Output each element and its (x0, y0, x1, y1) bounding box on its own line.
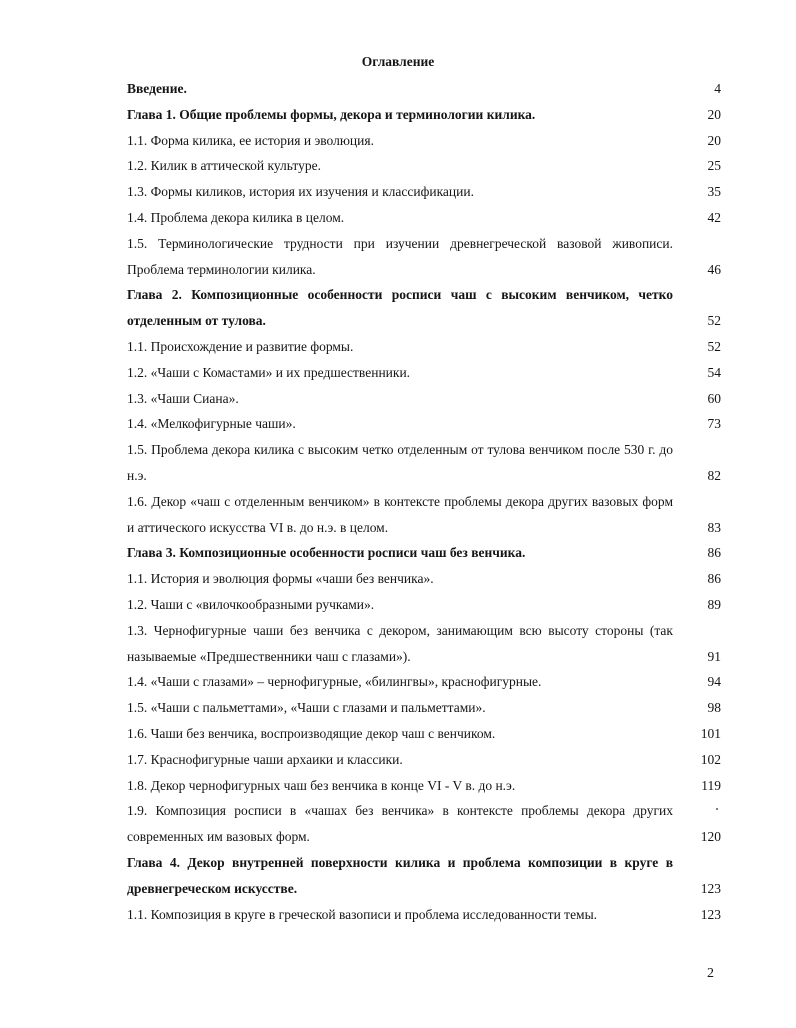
toc-entry-page: 4 (714, 81, 721, 96)
toc-entry-page: 35 (707, 184, 721, 200)
toc-entry-page: 123 (700, 906, 721, 922)
page-number: 2 (707, 966, 714, 981)
toc-entry-title: 1.3. Формы киликов, история их изучения и классификации. (127, 184, 474, 200)
toc-section-entry (127, 489, 721, 541)
toc-section-entry (127, 179, 721, 205)
toc-entry-page: 86 (707, 545, 721, 561)
toc-entry-title: 1.7. Краснофигурные чаши архаики и классики. (127, 751, 403, 767)
toc-entry-title: 1.6. Чаши без венчика, воспроизводящие декор чаш с венчиком. (127, 725, 496, 741)
toc-entry-title: Глава 2. Композиционные особенности росписи чаш с высоким венчиком, четко отделенным от тулова. (127, 287, 673, 329)
toc-entry-page: 60 (707, 390, 721, 406)
toc-entry-page: 42 (707, 209, 721, 225)
toc-entry-title: 1.9. Композиция росписи в «чашах без венчика» в контексте проблемы декора других современных им вазовых форм. (127, 803, 673, 845)
toc-section-entry (127, 902, 721, 928)
toc-chapter-entry (127, 76, 721, 102)
toc-entry-page: 119 (701, 777, 721, 793)
toc-entry-page: 86 (707, 571, 721, 587)
toc-entry-title: 1.5. «Чаши с пальметтами», «Чаши с глазами и пальметтами». (127, 700, 486, 716)
toc-section-entry (127, 205, 721, 231)
toc-entry-title: 1.6. Декор «чаш с отделенным венчиком» в контексте проблемы декора других вазовых форм и аттического искусства VI в. до н.э. в целом. (127, 493, 673, 535)
toc-entry-page: 52 (707, 313, 721, 329)
toc-entry-page: 25 (707, 158, 721, 174)
toc-entry-title: Введение. (127, 81, 187, 96)
toc-entry-title: 1.5. Терминологические трудности при изучении древнегреческой вазовой живописи. Проблема терминологии килика. (127, 235, 673, 277)
toc-entry-page: 82 (707, 467, 721, 483)
toc-chapter-entry (127, 102, 721, 128)
toc-entry-page: 54 (707, 364, 721, 380)
toc-section-entry (127, 669, 721, 695)
toc-entry-page: 120 (700, 829, 721, 845)
toc-entry-title: 1.4. «Чаши с глазами» – чернофигурные, «билингвы», краснофигурные. (127, 674, 542, 690)
page-title: Оглавление (361, 54, 435, 69)
toc-entry-title: 1.4. Проблема декора килика в целом. (127, 209, 345, 225)
toc-section-entry (127, 411, 721, 437)
toc-entry-page: 83 (707, 519, 721, 535)
toc-entry-title: Глава 1. Общие проблемы формы, декора и терминологии килика. (127, 106, 536, 122)
toc-section-entry (127, 437, 721, 489)
toc-section-entry (127, 128, 721, 154)
toc-entry-page: 123 (700, 880, 721, 896)
toc-entry-title: 1.2. «Чаши с Комастами» и их предшественники. (127, 364, 411, 380)
toc-entry-title: Глава 3. Композиционные особенности росписи чаш без венчика. (127, 545, 526, 561)
toc-entry-title: 1.1. Композиция в круге в греческой вазописи и проблема исследованности темы. (127, 906, 598, 922)
toc-entry-title: 1.4. «Мелкофигурные чаши». (127, 416, 296, 432)
toc-entry-title: 1.1. Происхождение и развитие формы. (127, 338, 354, 354)
toc-chapter-entry (127, 850, 721, 902)
toc-entry-page: 73 (707, 416, 721, 432)
toc-entry-title: 1.3. Чернофигурные чаши без венчика с декором, занимающим всю высоту стороны (так называемые «Предшественники чаш с глазами»). (127, 622, 673, 664)
toc-section-entry (127, 334, 721, 360)
toc-entry-title: 1.1. Форма килика, ее история и эволюция. (127, 132, 374, 148)
toc-section-entry (127, 153, 721, 179)
toc-entry-page: 46 (707, 261, 721, 277)
toc-section-entry (127, 773, 721, 799)
toc-entry-page: 20 (707, 106, 721, 122)
table-of-contents (127, 76, 721, 927)
toc-section-entry (127, 798, 721, 850)
toc-entry-page: 91 (707, 648, 721, 664)
toc-section-entry (127, 747, 721, 773)
toc-entry-page: 101 (700, 725, 721, 741)
toc-entry-title: 1.2. Килик в аттической культуре. (127, 158, 321, 174)
toc-section-entry (127, 618, 721, 670)
toc-section-entry (127, 360, 721, 386)
toc-entry-title: 1.3. «Чаши Сиана». (127, 390, 239, 406)
toc-section-entry (127, 386, 721, 412)
toc-entry-page: 20 (707, 132, 721, 148)
toc-section-entry (127, 721, 721, 747)
toc-entry-page: 52 (707, 338, 721, 354)
toc-chapter-entry (127, 540, 721, 566)
toc-entry-page: 89 (707, 596, 721, 612)
toc-entry-title: 1.1. История и эволюция формы «чаши без венчика». (127, 571, 434, 587)
toc-section-entry (127, 592, 721, 618)
toc-entry-page: 94 (707, 674, 721, 690)
toc-entry-page: 98 (707, 700, 721, 716)
toc-section-entry (127, 695, 721, 721)
toc-chapter-entry (127, 282, 721, 334)
toc-entry-title: 1.8. Декор чернофигурных чаш без венчика в конце VI - V в. до н.э. (127, 777, 516, 793)
toc-entry-title: 1.2. Чаши с «вилочкообразными ручками». (127, 596, 375, 612)
scan-speck (716, 808, 718, 810)
toc-section-entry (127, 566, 721, 592)
toc-section-entry (127, 231, 721, 283)
toc-entry-title: Глава 4. Декор внутренней поверхности килика и проблема композиции в круге в древнегреческом искусстве. (127, 854, 673, 896)
toc-entry-title: 1.5. Проблема декора килика с высоким четко отделенным от тулова венчиком после 530 г. до н.э. (127, 442, 673, 483)
toc-entry-page: 102 (700, 751, 721, 767)
